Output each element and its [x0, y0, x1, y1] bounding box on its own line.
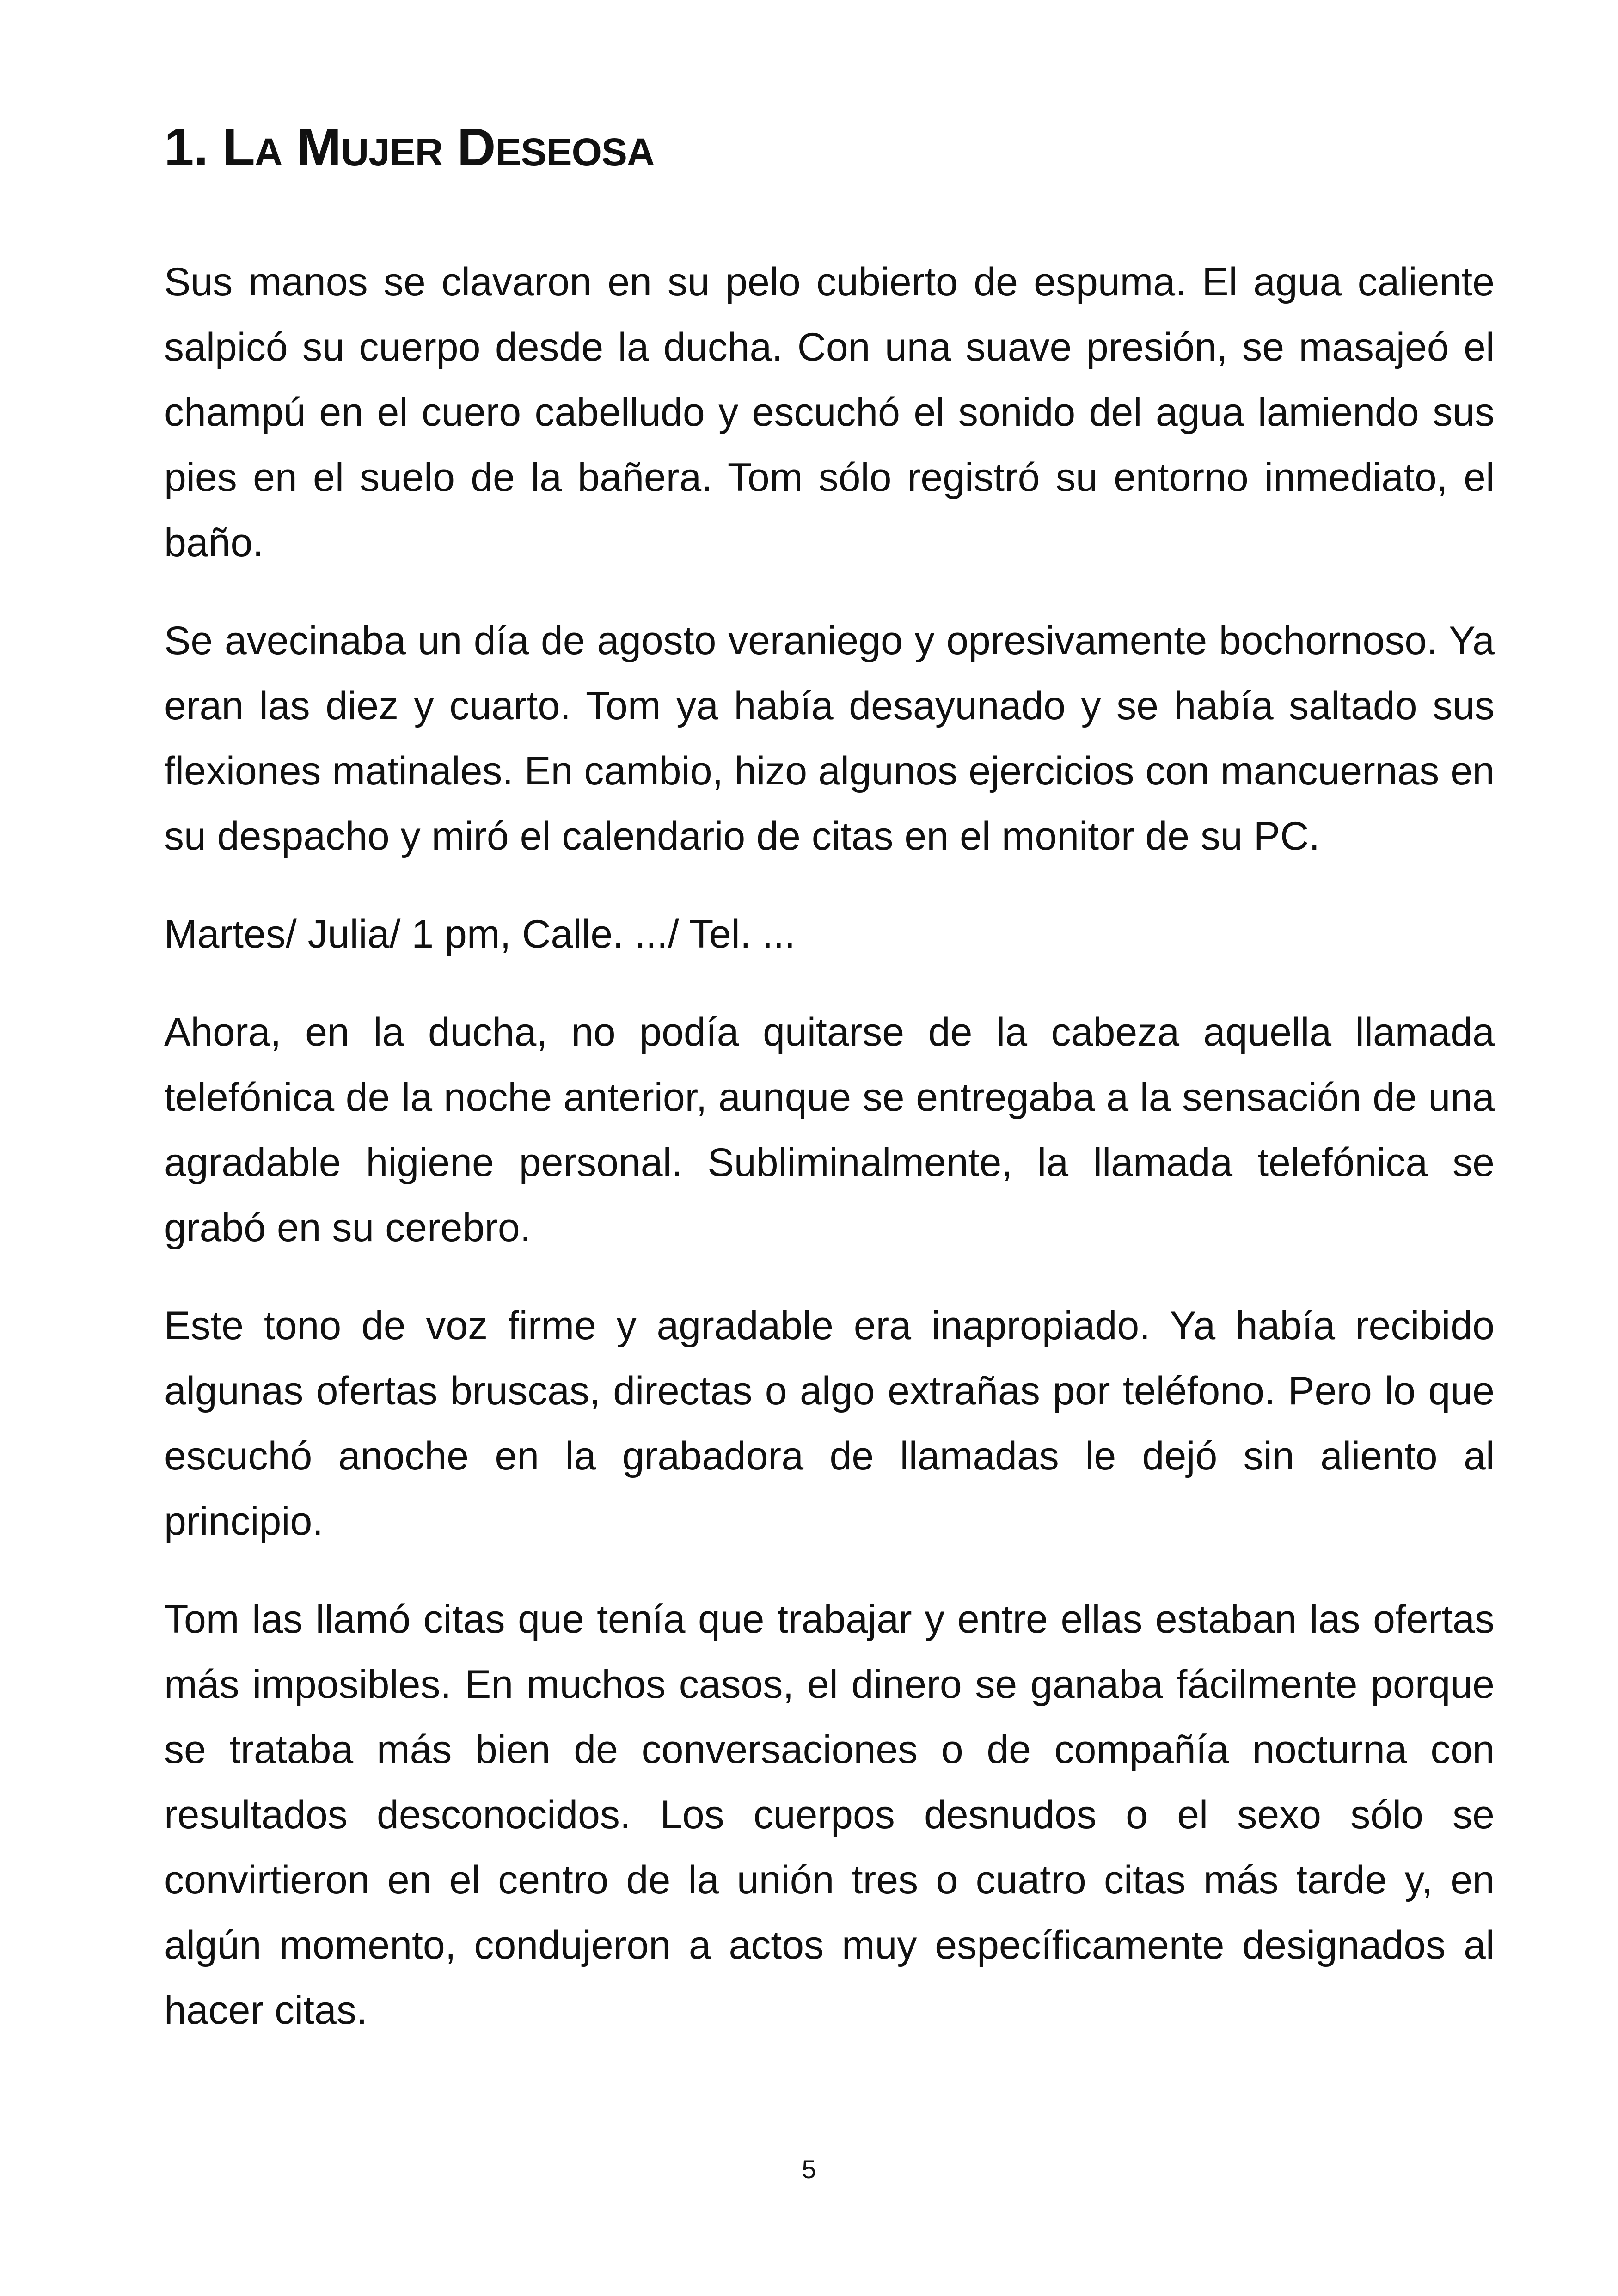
- paragraph: Martes/ Julia/ 1 pm, Calle. .../ Tel. ...: [164, 912, 796, 956]
- chapter-title: [164, 118, 655, 177]
- chapter-title-word: MUJER: [296, 117, 443, 177]
- page-number: 5: [802, 2155, 816, 2184]
- chapter-title-word: DESEOSA: [457, 117, 655, 177]
- chapter-title-word: LA: [222, 117, 282, 177]
- paragraph: Sus manos se clavaron en su pelo cubierto de espuma. El agua caliente salpicó su cuerpo desde la ducha. Con una suave presión, se masajeó el champú en el cuero cabelludo y escuchó el sonido del agua lamiendo sus pies en el suelo de la bañera. Tom sólo registró su entorno inmediato, el baño.: [164, 260, 1495, 565]
- chapter-number: 1.: [164, 117, 208, 177]
- paragraph: Este tono de voz firme y agradable era inapropiado. Ya había recibido algunas ofertas bruscas, directas o algo extrañas por teléfono. Pero lo que escuchó anoche en la grabadora de llamadas le dejó sin aliento al principio.: [164, 1304, 1495, 1543]
- chapter-body: [164, 250, 1495, 2076]
- paragraph: Tom las llamó citas que tenía que trabajar y entre ellas estaban las ofertas más imposibles. En muchos casos, el dinero se ganaba fácilmente porque se trataba más bien de conversaciones o de compañía nocturna con resultados desconocidos. Los cuerpos desnudos o el sexo sólo se convirtieron en el centro de la unión tres o cuatro citas más tarde y, en algún momento, condujeron a actos muy específicamente designados al hacer citas.: [164, 1597, 1495, 2033]
- paragraph: Se avecinaba un día de agosto veraniego y opresivamente bochornoso. Ya eran las diez y cuarto. Tom ya había desayunado y se había saltado sus flexiones matinales. En cambio, hizo algunos ejercicios con mancuernas en su despacho y miró el calendario de citas en el monitor de su PC.: [164, 618, 1495, 858]
- paragraph: Ahora, en la ducha, no podía quitarse de la cabeza aquella llamada telefónica de la noche anterior, aunque se entregaba a la sensación de una agradable higiene personal. Subliminalmente, la llamada telefónica se grabó en su cerebro.: [164, 1010, 1495, 1250]
